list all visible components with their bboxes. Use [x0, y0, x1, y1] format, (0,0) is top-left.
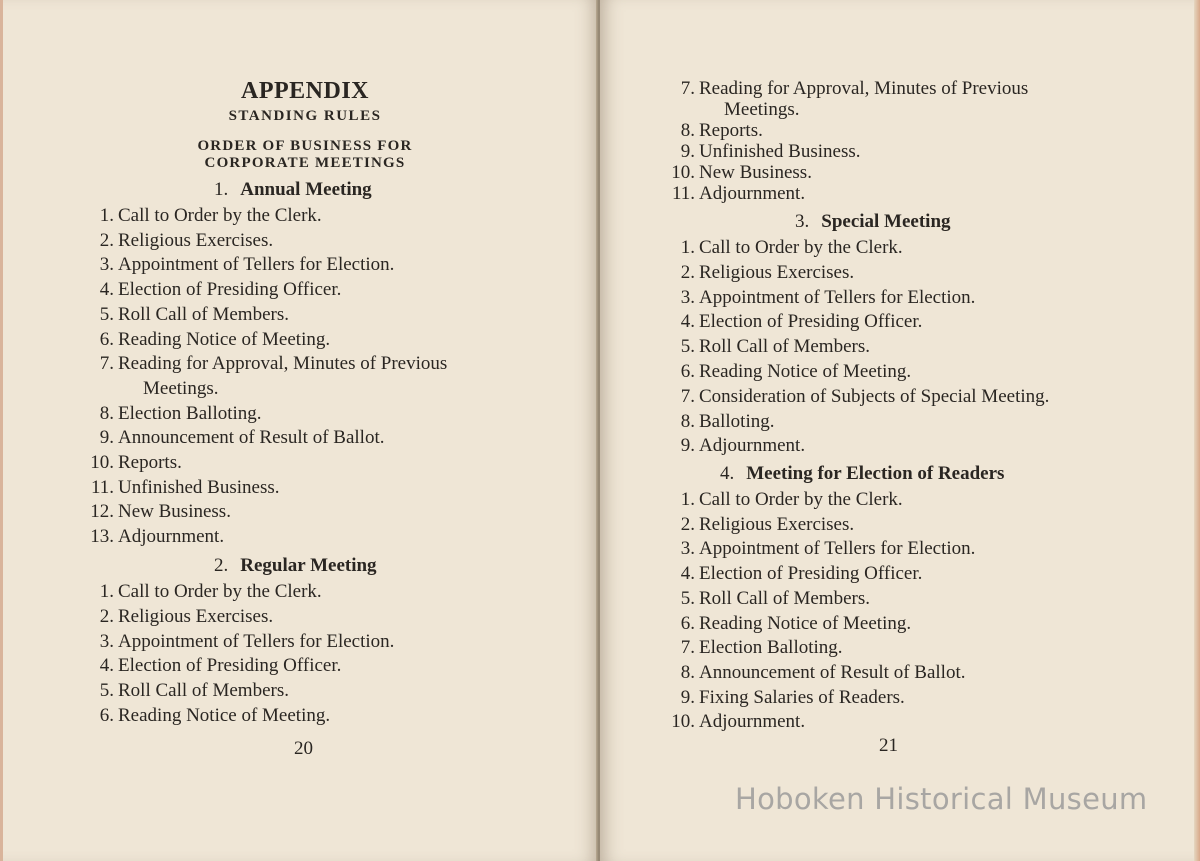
- item-number: 6.: [680, 612, 695, 634]
- page-edge: [1194, 0, 1200, 861]
- list-item: [680, 335, 1049, 360]
- item-number: 10.: [90, 452, 114, 474]
- item-number: 12.: [90, 501, 114, 523]
- section-number: 4.: [720, 463, 735, 484]
- list-item: [99, 229, 447, 254]
- list-item: [99, 679, 394, 704]
- annual-meeting-list: [90, 204, 448, 550]
- list-item: [680, 120, 1028, 141]
- list-item: [90, 500, 447, 525]
- item-text: Religious Exercises.: [699, 513, 855, 535]
- item-text: Reading Notice of Meeting.: [699, 360, 912, 382]
- list-item: [99, 278, 447, 303]
- item-text: Roll Call of Members.: [699, 587, 870, 609]
- item-text: Religious Exercises.: [699, 261, 855, 283]
- item-number: 10.: [671, 711, 695, 733]
- section-number: 1.: [214, 179, 229, 200]
- item-number: 7.: [680, 385, 695, 407]
- item-text: Appointment of Tellers for Election.: [118, 254, 395, 276]
- list-item: [680, 310, 1049, 335]
- list-item: [680, 385, 1050, 410]
- item-text: Election of Presiding Officer.: [699, 563, 923, 585]
- item-text: Roll Call of Members.: [699, 336, 870, 358]
- list-item: [99, 580, 394, 605]
- item-number: 9.: [99, 427, 114, 449]
- section-number: 2.: [214, 555, 229, 576]
- item-number: 4.: [99, 655, 114, 677]
- item-text: Appointment of Tellers for Election.: [699, 538, 976, 560]
- item-number: 5.: [680, 587, 695, 609]
- item-text: Reports.: [118, 452, 182, 474]
- appendix-title: APPENDIX: [241, 78, 369, 104]
- item-text: New Business.: [699, 162, 812, 183]
- section-name: Annual Meeting: [240, 179, 372, 200]
- section-regular-meeting-title: [214, 555, 377, 577]
- item-number: 3.: [99, 254, 114, 276]
- list-item: [99, 204, 447, 229]
- item-text: Unfinished Business.: [699, 141, 861, 162]
- list-item: [671, 183, 1028, 204]
- section-name: Regular Meeting: [240, 555, 377, 576]
- item-text: Unfinished Business.: [118, 476, 280, 498]
- list-item: [680, 587, 975, 612]
- item-text: Appointment of Tellers for Election.: [699, 286, 976, 308]
- item-text: Election of Presiding Officer.: [699, 311, 923, 333]
- item-number: 4.: [680, 563, 695, 585]
- item-continuation: Meetings.: [143, 377, 219, 399]
- item-number: 3.: [99, 630, 114, 652]
- item-text: Adjournment.: [118, 526, 225, 548]
- item-text: Call to Order by the Clerk.: [118, 581, 322, 602]
- item-number: 2.: [99, 605, 114, 627]
- section-annual-meeting-title: [214, 179, 372, 201]
- list-item: [680, 434, 1049, 459]
- list-item: [671, 162, 1028, 183]
- item-number: 9.: [680, 686, 695, 708]
- list-item: [680, 261, 1049, 286]
- right-page: [600, 0, 1200, 861]
- list-item: [680, 636, 975, 661]
- section-name: Meeting for Election of Readers: [746, 463, 1005, 484]
- item-text: Reading Notice of Meeting.: [699, 612, 912, 634]
- item-text: New Business.: [118, 501, 231, 523]
- item-number: 7.: [680, 637, 695, 659]
- item-text: Adjournment.: [699, 711, 806, 733]
- list-item: [99, 253, 447, 278]
- item-number: 5.: [99, 303, 114, 325]
- list-item: [99, 605, 394, 630]
- list-item: [99, 630, 395, 655]
- list-item: [680, 686, 975, 711]
- item-number: 3.: [680, 538, 695, 560]
- museum-watermark: Hoboken Historical Museum: [735, 782, 1148, 816]
- item-number: 4.: [680, 311, 695, 333]
- item-text: Consideration of Subjects of Special Meeting.: [699, 385, 1050, 407]
- item-number: 6.: [99, 704, 114, 726]
- item-number: 11.: [90, 476, 114, 498]
- order-of-business-heading: ORDER OF BUSINESS FOR: [197, 138, 413, 154]
- item-number: 1.: [99, 205, 114, 226]
- list-item: [99, 654, 394, 679]
- corporate-meetings-heading: CORPORATE MEETINGS: [204, 155, 406, 171]
- list-item: [680, 236, 1049, 261]
- item-text: Balloting.: [699, 410, 775, 432]
- item-number: 6.: [99, 328, 114, 350]
- list-item: [99, 352, 448, 401]
- item-number: 6.: [680, 360, 695, 382]
- list-item: [680, 562, 975, 587]
- item-number: 5.: [99, 680, 114, 702]
- item-text: Religious Exercises.: [118, 605, 274, 627]
- election-of-readers-list: [671, 488, 976, 735]
- item-number: 3.: [680, 286, 695, 308]
- list-item: [99, 426, 447, 451]
- item-text: Roll Call of Members.: [118, 303, 289, 325]
- section-special-meeting-title: [795, 211, 951, 233]
- special-meeting-list: [680, 236, 1050, 459]
- list-item: [680, 141, 1028, 162]
- item-text: Election Balloting.: [118, 402, 262, 424]
- item-number: 8.: [680, 120, 695, 141]
- item-text: Reading for Approval, Minutes of Previous: [118, 353, 448, 375]
- item-number: 7.: [680, 78, 695, 99]
- list-item: [90, 525, 447, 550]
- list-item: [90, 476, 447, 501]
- list-item: [99, 303, 447, 328]
- item-number: 2.: [99, 229, 114, 251]
- item-number: 9.: [680, 141, 695, 162]
- item-text: Election of Presiding Officer.: [118, 655, 342, 677]
- list-item: [680, 612, 975, 637]
- left-page: [0, 0, 598, 861]
- item-text: Announcement of Result of Ballot.: [699, 661, 966, 683]
- list-item: [99, 704, 394, 729]
- list-item: [680, 286, 1049, 311]
- list-item: [680, 360, 1049, 385]
- page-edge: [0, 0, 3, 861]
- item-text: Announcement of Result of Ballot.: [118, 427, 385, 449]
- regular-meeting-list: [99, 580, 395, 729]
- list-item: [680, 488, 975, 513]
- list-item: [680, 661, 975, 686]
- item-number: 9.: [680, 435, 695, 457]
- item-text: Reading Notice of Meeting.: [118, 704, 331, 726]
- item-number: 13.: [90, 526, 114, 548]
- item-text: Call to Order by the Clerk.: [118, 205, 322, 226]
- standing-rules-subtitle: STANDING RULES: [228, 108, 382, 124]
- item-number: 2.: [680, 513, 695, 535]
- list-item: [680, 537, 976, 562]
- section-name: Special Meeting: [821, 211, 951, 232]
- regular-meeting-continued-list: [671, 78, 1029, 204]
- page-number: 21: [879, 735, 898, 756]
- section-election-of-readers-title: [720, 463, 1004, 485]
- item-text: Election of Presiding Officer.: [118, 279, 342, 301]
- item-number: 8.: [680, 410, 695, 432]
- list-item: [671, 710, 975, 735]
- item-text: Call to Order by the Clerk.: [699, 489, 903, 510]
- page-number: 20: [294, 738, 313, 759]
- item-number: 10.: [671, 162, 695, 183]
- item-continuation: Meetings.: [724, 99, 800, 120]
- item-text: Call to Order by the Clerk.: [699, 237, 903, 258]
- list-item: [680, 410, 1049, 435]
- item-text: Roll Call of Members.: [118, 680, 289, 702]
- item-text: Appointment of Tellers for Election.: [118, 630, 395, 652]
- item-number: 1.: [680, 237, 695, 258]
- item-text: Reading for Approval, Minutes of Previous: [699, 78, 1029, 99]
- item-text: Adjournment.: [699, 183, 806, 204]
- list-item: [680, 513, 975, 538]
- item-text: Fixing Salaries of Readers.: [699, 686, 905, 708]
- item-text: Reports.: [699, 120, 763, 141]
- item-text: Adjournment.: [699, 435, 806, 457]
- item-text: Election Balloting.: [699, 637, 843, 659]
- item-number: 11.: [671, 183, 695, 204]
- section-number: 3.: [795, 211, 810, 232]
- item-number: 7.: [99, 353, 114, 375]
- item-number: 1.: [99, 581, 114, 602]
- item-text: Reading Notice of Meeting.: [118, 328, 331, 350]
- list-item: [99, 402, 447, 427]
- item-number: 4.: [99, 279, 114, 301]
- item-number: 5.: [680, 336, 695, 358]
- list-item: [680, 78, 1029, 120]
- item-number: 1.: [680, 489, 695, 510]
- item-number: 8.: [99, 402, 114, 424]
- item-text: Religious Exercises.: [118, 229, 274, 251]
- item-number: 2.: [680, 261, 695, 283]
- item-number: 8.: [680, 661, 695, 683]
- list-item: [90, 451, 447, 476]
- list-item: [99, 328, 447, 353]
